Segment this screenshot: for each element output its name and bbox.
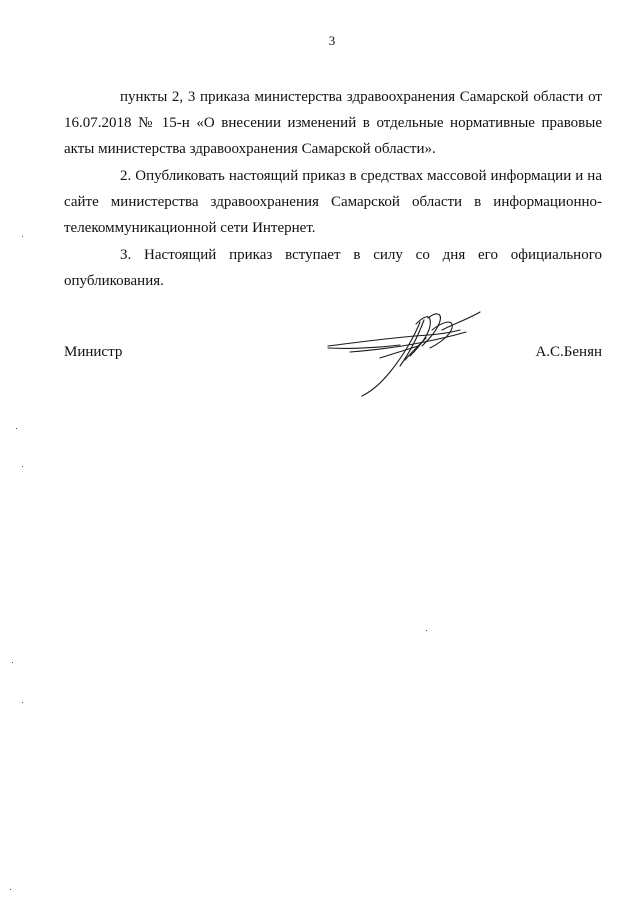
page-number: 3 (328, 33, 336, 48)
scan-speck (12, 662, 13, 663)
scan-speck (10, 889, 11, 890)
scan-speck (426, 630, 427, 631)
paragraph-1: пункты 2, 3 приказа министерства здравоохранения Самарской области от 16.07.2018 № 15-н «О внесении изменений в отдельные нормативные правовые акты министерства здравоохранения Самарской области». (64, 89, 602, 157)
paragraph-3: 3. Настоящий приказ вступает в силу со дня его официального опубликования. (64, 247, 602, 289)
signer-name: А.С.Бенян (535, 344, 602, 360)
scan-speck (22, 466, 23, 467)
paragraph-2: 2. Опубликовать настоящий приказ в средствах массовой информации и на сайте министерства здравоохранения Самарской области в информационно-телекоммуникационной сети Интернет. (64, 168, 602, 236)
scan-speck (22, 702, 23, 703)
signer-position: Министр (64, 344, 123, 360)
scan-speck (16, 428, 17, 429)
handwritten-signature (320, 300, 490, 400)
signature-block (0, 300, 640, 400)
scan-speck (22, 236, 23, 237)
